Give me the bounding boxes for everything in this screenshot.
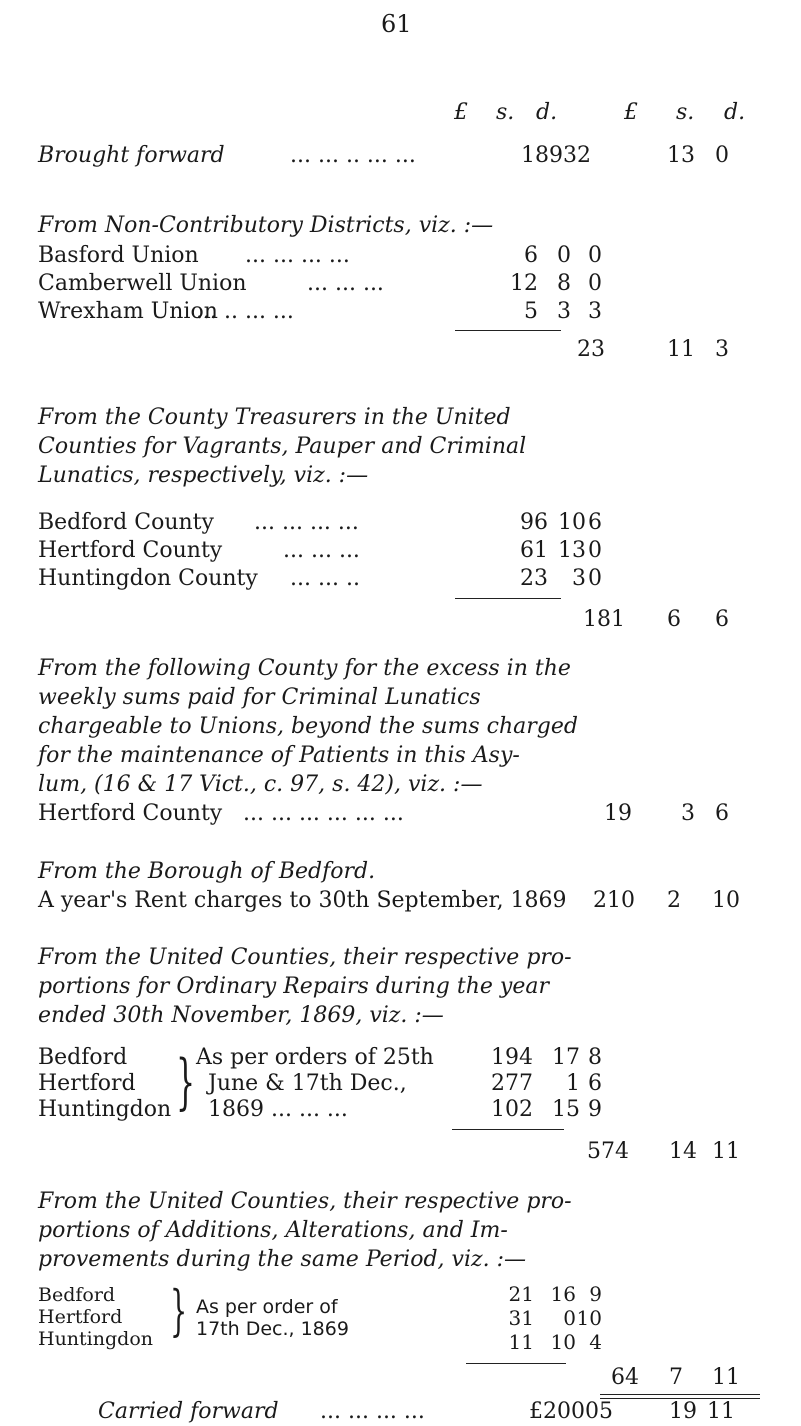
outer-pounds: 210 xyxy=(593,888,635,913)
inner-pence: 10 xyxy=(576,1306,602,1330)
inner-shillings: 10 xyxy=(550,1330,576,1354)
order-note: 1869 ... ... ... xyxy=(208,1097,348,1122)
leader-dots: ... ... ... ... ... ... xyxy=(243,801,404,826)
leader-dots: ... ... .. xyxy=(290,566,360,591)
section-heading-line: From the United Counties, their respective pro- xyxy=(38,1189,572,1214)
inner-pence: 0 xyxy=(588,243,602,268)
outer-pence: 0 xyxy=(715,143,729,168)
subtotal-rule xyxy=(455,598,561,599)
subtotal-rule xyxy=(452,1129,564,1130)
section-heading-line: portions for Ordinary Repairs during the year xyxy=(38,974,549,999)
leader-dots: ... ... .. ... ... xyxy=(290,143,416,168)
pence-header: d. xyxy=(536,100,558,125)
inner-shillings: 3 xyxy=(572,566,586,591)
inner-pounds: 12 xyxy=(510,271,538,296)
section-heading-line: weekly sums paid for Criminal Lunatics xyxy=(38,685,481,710)
outer-shillings: 6 xyxy=(667,607,681,632)
order-note: 17th Dec., 1869 xyxy=(196,1318,349,1340)
section-heading-line: Counties for Vagrants, Pauper and Criminal xyxy=(38,434,527,459)
leader-dots: ... ... ... ... xyxy=(245,243,350,268)
outer-pounds: 64 xyxy=(611,1365,639,1390)
inner-pence: 6 xyxy=(588,1071,602,1096)
county-name: Huntingdon xyxy=(38,1328,153,1350)
entry-label: Hertford County xyxy=(38,801,223,826)
inner-pounds: 277 xyxy=(491,1071,533,1096)
outer-pence: 6 xyxy=(715,607,729,632)
outer-pounds: £20005 xyxy=(529,1399,613,1424)
county-name: Bedford xyxy=(38,1284,116,1306)
outer-pence: 11 xyxy=(712,1139,740,1164)
shillings-header: s. xyxy=(676,100,695,125)
outer-pence: 11 xyxy=(707,1399,735,1424)
order-note: As per orders of 25th xyxy=(196,1045,434,1070)
section-heading-line: portions of Additions, Alterations, and Im- xyxy=(38,1218,508,1243)
outer-pounds: 23 xyxy=(577,337,605,362)
outer-pounds: 181 xyxy=(583,607,625,632)
shillings-header: s. xyxy=(496,100,515,125)
section-heading-line: lum, (16 & 17 Vict., c. 97, s. 42), viz. :— xyxy=(38,772,483,797)
outer-pence: 6 xyxy=(715,801,729,826)
order-note: As per order of xyxy=(196,1296,338,1318)
inner-shillings: 17 xyxy=(552,1045,580,1070)
entry-label: A year's Rent charges to 30th September, 1869 xyxy=(38,888,567,913)
section-heading-line: ended 30th November, 1869, viz. :— xyxy=(38,1003,444,1028)
outer-pence: 10 xyxy=(712,888,740,913)
county-name: Huntingdon xyxy=(38,1097,172,1122)
page-number: 61 xyxy=(381,10,412,38)
outer-pounds: 18932 xyxy=(521,143,591,168)
inner-pounds: 96 xyxy=(520,510,548,535)
outer-pence: 11 xyxy=(712,1365,740,1390)
brought-forward-label: Brought forward xyxy=(38,143,225,168)
inner-pence: 8 xyxy=(588,1045,602,1070)
carried-forward-label: Carried forward xyxy=(98,1399,279,1424)
inner-pence: 3 xyxy=(588,299,602,324)
entry-label: Huntingdon County xyxy=(38,566,258,591)
inner-shillings: 16 xyxy=(550,1282,576,1306)
inner-pounds: 5 xyxy=(524,299,538,324)
section-heading: From the Borough of Bedford. xyxy=(38,859,376,884)
section-heading-line: for the maintenance of Patients in this Asy- xyxy=(38,743,520,768)
subtotal-rule xyxy=(455,330,561,331)
section-heading-line: From the County Treasurers in the United xyxy=(38,405,511,430)
pounds-header: £ xyxy=(454,100,468,125)
outer-shillings: 3 xyxy=(681,801,695,826)
inner-pounds: 11 xyxy=(508,1330,534,1354)
inner-pounds: 31 xyxy=(508,1306,534,1330)
outer-shillings: 2 xyxy=(667,888,681,913)
inner-shillings: 13 xyxy=(558,538,586,563)
entry-label: Camberwell Union xyxy=(38,271,247,296)
inner-shillings: 15 xyxy=(552,1097,580,1122)
leader-dots: ... .. ... ... xyxy=(196,299,294,324)
section-heading: From Non-Contributory Districts, viz. :— xyxy=(38,213,494,238)
pounds-header: £ xyxy=(624,100,638,125)
inner-shillings: 8 xyxy=(557,271,571,296)
section-heading-line: provements during the same Period, viz. :— xyxy=(38,1247,526,1272)
order-note: June & 17th Dec., xyxy=(208,1071,407,1096)
county-name: Bedford xyxy=(38,1045,128,1070)
inner-pounds: 21 xyxy=(508,1282,534,1306)
county-name: Hertford xyxy=(38,1071,136,1096)
outer-shillings: 7 xyxy=(669,1365,683,1390)
inner-pounds: 23 xyxy=(520,566,548,591)
leader-dots: ... ... ... ... xyxy=(320,1399,425,1424)
outer-shillings: 14 xyxy=(669,1139,697,1164)
outer-shillings: 11 xyxy=(667,337,695,362)
inner-shillings: 10 xyxy=(558,510,586,535)
subtotal-rule xyxy=(466,1363,566,1364)
county-name: Hertford xyxy=(38,1306,123,1328)
inner-shillings: 1 xyxy=(566,1071,580,1096)
inner-pence: 0 xyxy=(588,566,602,591)
inner-pence: 0 xyxy=(588,538,602,563)
inner-shillings: 0 xyxy=(557,243,571,268)
inner-pence: 4 xyxy=(589,1330,602,1354)
entry-label: Hertford County xyxy=(38,538,223,563)
outer-pounds: 574 xyxy=(587,1139,629,1164)
inner-pence: 9 xyxy=(588,1097,602,1122)
section-heading-line: Lunatics, respectively, viz. :— xyxy=(38,463,369,488)
section-heading-line: chargeable to Unions, beyond the sums charged xyxy=(38,714,578,739)
inner-pence: 0 xyxy=(588,271,602,296)
leader-dots: ... ... ... xyxy=(307,271,384,296)
inner-pounds: 6 xyxy=(524,243,538,268)
leader-dots: ... ... ... ... xyxy=(254,510,359,535)
pence-header: d. xyxy=(724,100,746,125)
inner-pounds: 102 xyxy=(491,1097,533,1122)
inner-pence: 6 xyxy=(588,510,602,535)
outer-pounds: 19 xyxy=(604,801,632,826)
leader-dots: ... ... ... xyxy=(283,538,360,563)
total-rule xyxy=(600,1394,760,1395)
section-heading-line: From the following County for the excess in the xyxy=(38,656,571,681)
entry-label: Basford Union xyxy=(38,243,199,268)
outer-shillings: 19 xyxy=(669,1399,697,1424)
entry-label: Bedford County xyxy=(38,510,214,535)
inner-shillings: 3 xyxy=(557,299,571,324)
right-brace: } xyxy=(176,1047,196,1117)
inner-pounds: 194 xyxy=(491,1045,533,1070)
section-heading-line: From the United Counties, their respective pro- xyxy=(38,945,572,970)
inner-pounds: 61 xyxy=(520,538,548,563)
right-brace: } xyxy=(170,1279,188,1342)
inner-pence: 9 xyxy=(589,1282,602,1306)
entry-label: Wrexham Union xyxy=(38,299,218,324)
outer-pence: 3 xyxy=(715,337,729,362)
outer-shillings: 13 xyxy=(667,143,695,168)
inner-shillings: 0 xyxy=(563,1306,576,1330)
